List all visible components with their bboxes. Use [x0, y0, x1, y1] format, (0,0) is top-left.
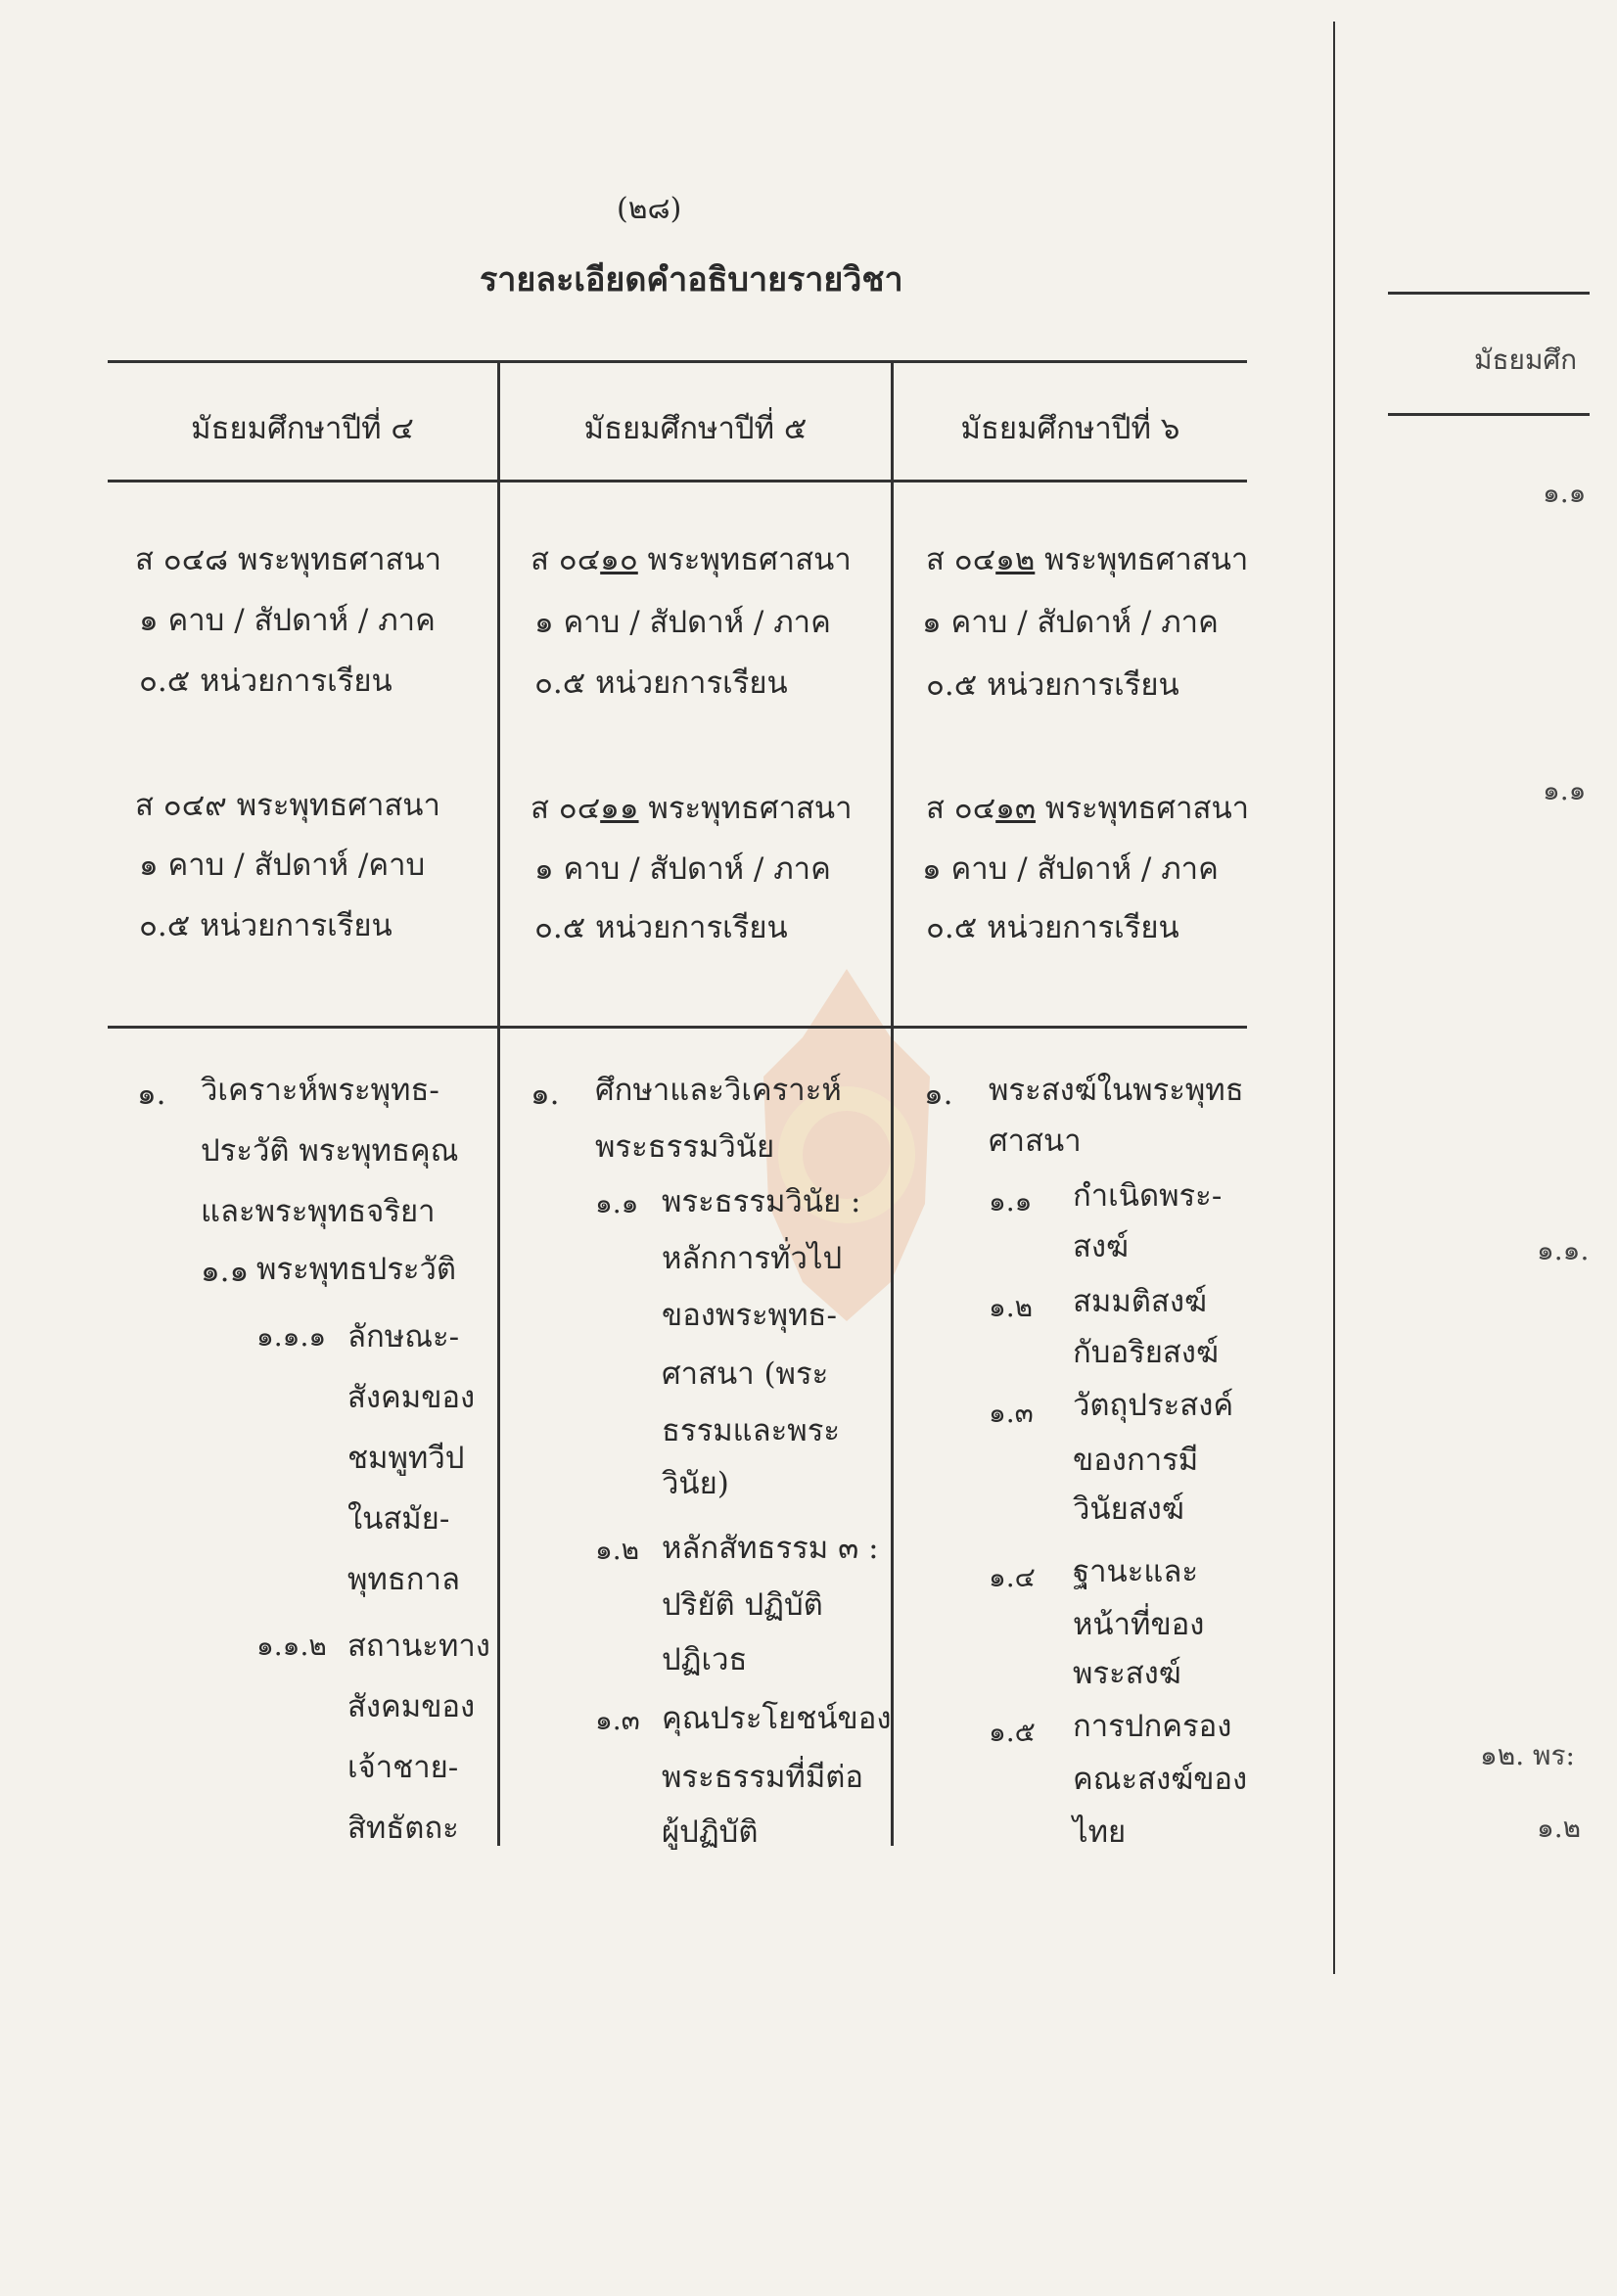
c3-sub-text: ไทย: [1073, 1814, 1127, 1850]
c2-sub-text: หลักการทั่วไป: [662, 1241, 843, 1276]
right-page-marker: ๑.๑: [1543, 774, 1587, 806]
right-page-marker: ๑๒. พร:: [1480, 1739, 1575, 1771]
c1-item-text: วิเคราะห์พระพุทธ-: [201, 1073, 439, 1108]
course-code-c6: ส ๐๔๑๓ พระพุทธศาสนา: [926, 791, 1250, 826]
c1-item-number: ๑.: [137, 1077, 166, 1112]
c1-subsub-text: ลักษณะ-: [347, 1319, 460, 1355]
c3-sub-text: สมมติสงฆ์: [1073, 1284, 1207, 1319]
c3-sub-text: หน้าที่ของ: [1073, 1607, 1205, 1642]
c2-sub-text: ปฏิเวธ: [662, 1642, 748, 1677]
column-header-m6: มัธยมศึกษาปีที่ ๖: [960, 411, 1180, 446]
course-credits-c5: ๐.๕ หน่วยการเรียน: [534, 910, 788, 945]
c2-sub-text: วินัย): [662, 1466, 729, 1501]
c1-subsub-number: ๑.๑.๑: [256, 1320, 327, 1353]
table-header-rule: [108, 480, 1247, 482]
c3-sub-number: ๑.๓: [989, 1397, 1034, 1429]
c3-item-number: ๑.: [924, 1077, 953, 1112]
right-page-marker: ๑.๑.: [1537, 1234, 1590, 1266]
right-page-marker: ๑.๑: [1543, 477, 1587, 509]
c3-sub-number: ๑.๕: [989, 1716, 1036, 1748]
course-credits-c2: ๐.๕ หน่วยการเรียน: [534, 666, 788, 701]
c3-sub-number: ๑.๑: [989, 1185, 1033, 1217]
c1-item-text: ประวัติ พระพุทธคุณ: [201, 1133, 459, 1169]
course-hours-c1: ๑ คาบ / สัปดาห์ / ภาค: [139, 603, 436, 638]
c2-sub-number: ๑.๓: [595, 1704, 640, 1736]
c2-sub-text: คุณประโยชน์ของ: [662, 1701, 892, 1736]
course-code-c5: ส ๐๔๑๑ พระพุทธศาสนา: [531, 791, 853, 826]
c1-subsub-text: เจ้าชาย-: [347, 1750, 459, 1785]
c1-subsub-text: ในสมัย-: [347, 1501, 450, 1537]
c3-sub-text: กับอริยสงฆ์: [1073, 1335, 1219, 1370]
c3-sub-text: พระสงฆ์: [1073, 1656, 1181, 1691]
c2-sub-number: ๑.๒: [595, 1534, 640, 1566]
c3-sub-text: สงฆ์: [1073, 1229, 1130, 1264]
c2-sub-text: ศาสนา (พระ: [662, 1356, 829, 1392]
course-hours-c6: ๑ คาบ / สัปดาห์ / ภาค: [922, 851, 1219, 887]
c1-item-text: และพระพุทธจริยา: [201, 1194, 436, 1229]
c3-sub-text: ของการมี: [1073, 1443, 1199, 1478]
course-hours-c5: ๑ คาบ / สัปดาห์ / ภาค: [534, 851, 831, 887]
course-credits-c4: ๐.๕ หน่วยการเรียน: [139, 908, 393, 943]
c2-sub-text: ธรรมและพระ: [662, 1413, 841, 1448]
c2-sub-text: หลักสัทธรรม ๓ :: [662, 1531, 879, 1566]
c3-sub-text: กำเนิดพระ-: [1073, 1178, 1223, 1214]
course-hours-c2: ๑ คาบ / สัปดาห์ / ภาค: [534, 605, 831, 640]
c1-subsub-text: พุทธกาล: [347, 1562, 460, 1597]
c2-sub-text: ผู้ปฏิบัติ: [662, 1814, 759, 1850]
c2-item-text: พระธรรมวินัย: [595, 1129, 775, 1165]
course-credits-c1: ๐.๕ หน่วยการเรียน: [139, 664, 393, 699]
c3-sub-text: ฐานะและ: [1073, 1554, 1198, 1589]
course-hours-c4: ๑ คาบ / สัปดาห์ /คาบ: [139, 848, 426, 883]
right-page-header-rule: [1388, 413, 1590, 416]
right-page-marker: ๑.๒: [1537, 1812, 1582, 1844]
table-section-rule: [108, 1026, 1247, 1029]
page-title: รายละเอียดคำอธิบายรายวิชา: [480, 260, 903, 299]
c2-item-text: ศึกษาและวิเคราะห์: [595, 1073, 842, 1108]
course-code-c3: ส ๐๔๑๒ พระพุทธศาสนา: [926, 542, 1249, 577]
course-credits-c3: ๐.๕ หน่วยการเรียน: [926, 667, 1179, 703]
right-page-edge: [1333, 22, 1335, 1974]
course-code-c1: ส ๐๔๘ พระพุทธศาสนา: [135, 542, 442, 577]
c3-sub-text: วัตถุประสงค์: [1073, 1388, 1234, 1423]
c2-item-number: ๑.: [531, 1077, 560, 1112]
c2-sub-text: ของพระพุทธ-: [662, 1298, 837, 1333]
course-code-c4: ส ๐๔๙ พระพุทธศาสนา: [135, 788, 440, 823]
course-credits-c6: ๐.๕ หน่วยการเรียน: [926, 910, 1179, 945]
c1-subsub-text: สังคมของ: [347, 1689, 476, 1724]
course-hours-c3: ๑ คาบ / สัปดาห์ / ภาค: [922, 605, 1219, 640]
c1-sub-number: ๑.๑: [201, 1254, 250, 1289]
c1-subsub-number: ๑.๑.๒: [256, 1630, 327, 1662]
c2-sub-text: ปริยัติ ปฏิบัติ: [662, 1587, 823, 1623]
c1-subsub-text: สิทธัตถะ: [347, 1811, 459, 1846]
column-divider-1: [497, 360, 500, 1846]
column-header-m4: มัธยมศึกษาปีที่ ๔: [191, 411, 414, 446]
c1-subsub-text: สังคมของ: [347, 1380, 476, 1415]
c3-sub-number: ๑.๔: [989, 1561, 1036, 1593]
c3-sub-number: ๑.๒: [989, 1291, 1034, 1323]
course-code-c2: ส ๐๔๑๐ พระพุทธศาสนา: [531, 542, 852, 577]
column-divider-2: [891, 360, 894, 1846]
c2-sub-number: ๑.๑: [595, 1187, 639, 1219]
c3-item-text: ศาสนา: [989, 1124, 1082, 1159]
c1-subsub-text: ชมพูทวีป: [347, 1441, 465, 1476]
table-top-rule: [108, 360, 1247, 363]
c3-sub-text: การปกครอง: [1073, 1709, 1232, 1744]
c2-sub-text: พระธรรมที่มีต่อ: [662, 1760, 864, 1795]
column-header-m5: มัธยมศึกษาปีที่ ๕: [583, 411, 808, 446]
right-page-header: มัธยมศึก: [1474, 344, 1578, 376]
right-page-top-rule: [1388, 292, 1590, 295]
c1-sub-text: พระพุทธประวัติ: [256, 1252, 457, 1287]
c1-subsub-text: สถานะทาง: [347, 1629, 490, 1664]
c3-item-text: พระสงฆ์ในพระพุทธ: [989, 1073, 1244, 1108]
c3-sub-text: วินัยสงฆ์: [1073, 1492, 1184, 1527]
c3-sub-text: คณะสงฆ์ของ: [1073, 1762, 1248, 1797]
page-number: (๒๘): [617, 192, 682, 226]
c2-sub-text: พระธรรมวินัย :: [662, 1184, 861, 1219]
